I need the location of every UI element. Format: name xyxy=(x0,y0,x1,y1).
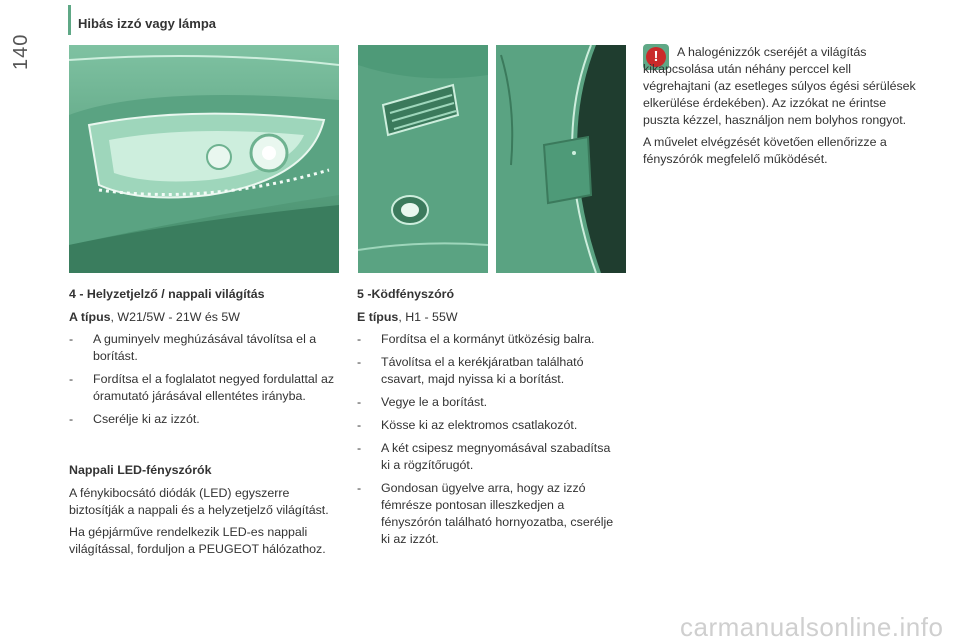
bulb-type-value: , H1 - 55W xyxy=(398,310,458,324)
fog-lamp-section xyxy=(357,286,622,554)
bulb-type-line xyxy=(69,309,344,326)
warning-section xyxy=(643,44,918,173)
warning-paragraph-1: A halogénizzók cseréjét a világítás kikapcsolása után néhány perccel kell végrehajtani (az esetleges súlyos égési sérülések elkerülése érdekében). Az izzókat ne érintse puszta kézzel, használjon nem bolyhos rongyot. xyxy=(643,45,916,127)
list-item: - Cserélje ki az izzót. xyxy=(69,411,344,428)
section-heading-fog-lamp: 5 -Ködfényszóró xyxy=(357,287,455,301)
list-item: - Vegye le a borítást. xyxy=(357,394,622,411)
warning-glyph: ! xyxy=(646,47,666,67)
list-item: - A két csipesz megnyomásával szabadítsa ki a rögzítőrugót. xyxy=(357,440,622,474)
header-accent-bar xyxy=(68,5,71,35)
bulb-type-label: A típus xyxy=(69,310,111,324)
steps-list xyxy=(69,331,344,428)
list-item: - Fordítsa el a foglalatot negyed fordulattal az óramutató járásával ellentétes irányba. xyxy=(69,371,344,405)
section-heading-led: Nappali LED-fényszórók xyxy=(69,463,212,477)
led-paragraph-1: A fénykibocsátó diódák (LED) egyszerre biztosítják a nappali és a helyzetjelző világítást. xyxy=(69,486,329,517)
page-number: 140 xyxy=(10,33,32,70)
list-item: - Távolítsa el a kerékjáratban található csavart, majd nyissa ki a borítást. xyxy=(357,354,622,388)
section-heading-position-lamp: 4 - Helyzetjelző / nappali világítás xyxy=(69,287,265,301)
steps-list xyxy=(357,331,622,548)
daytime-lamp-section xyxy=(69,286,344,563)
bulb-type-label: E típus xyxy=(357,310,399,324)
bulb-type-line xyxy=(357,309,622,326)
list-item: - Kösse ki az elektromos csatlakozót. xyxy=(357,417,622,434)
list-item: - Gondosan ügyelve arra, hogy az izzó fémrésze pontosan illeszkedjen a fényszórón található hornyozatba, cserélje ki az izzót. xyxy=(357,480,622,548)
headlamp-illustration xyxy=(69,45,339,273)
list-item: - A guminyelv meghúzásával távolítsa el a borítást. xyxy=(69,331,344,365)
bulb-type-value: , W21/5W - 21W és 5W xyxy=(110,310,240,324)
list-item: - Fordítsa el a kormányt ütközésig balra. xyxy=(357,331,622,348)
page-header-title: Hibás izzó vagy lámpa xyxy=(78,16,216,31)
watermark-url: carmanualsonline.info xyxy=(680,612,944,642)
fog-lamp-illustration xyxy=(358,45,488,273)
wheel-arch-illustration xyxy=(496,45,626,273)
warning-paragraph-2: A művelet elvégzését követően ellenőrizze a fényszórók megfelelő működését. xyxy=(643,135,887,166)
led-paragraph-2: Ha gépjárműve rendelkezik LED-es nappali világítással, forduljon a PEUGEOT hálózathoz. xyxy=(69,525,326,556)
